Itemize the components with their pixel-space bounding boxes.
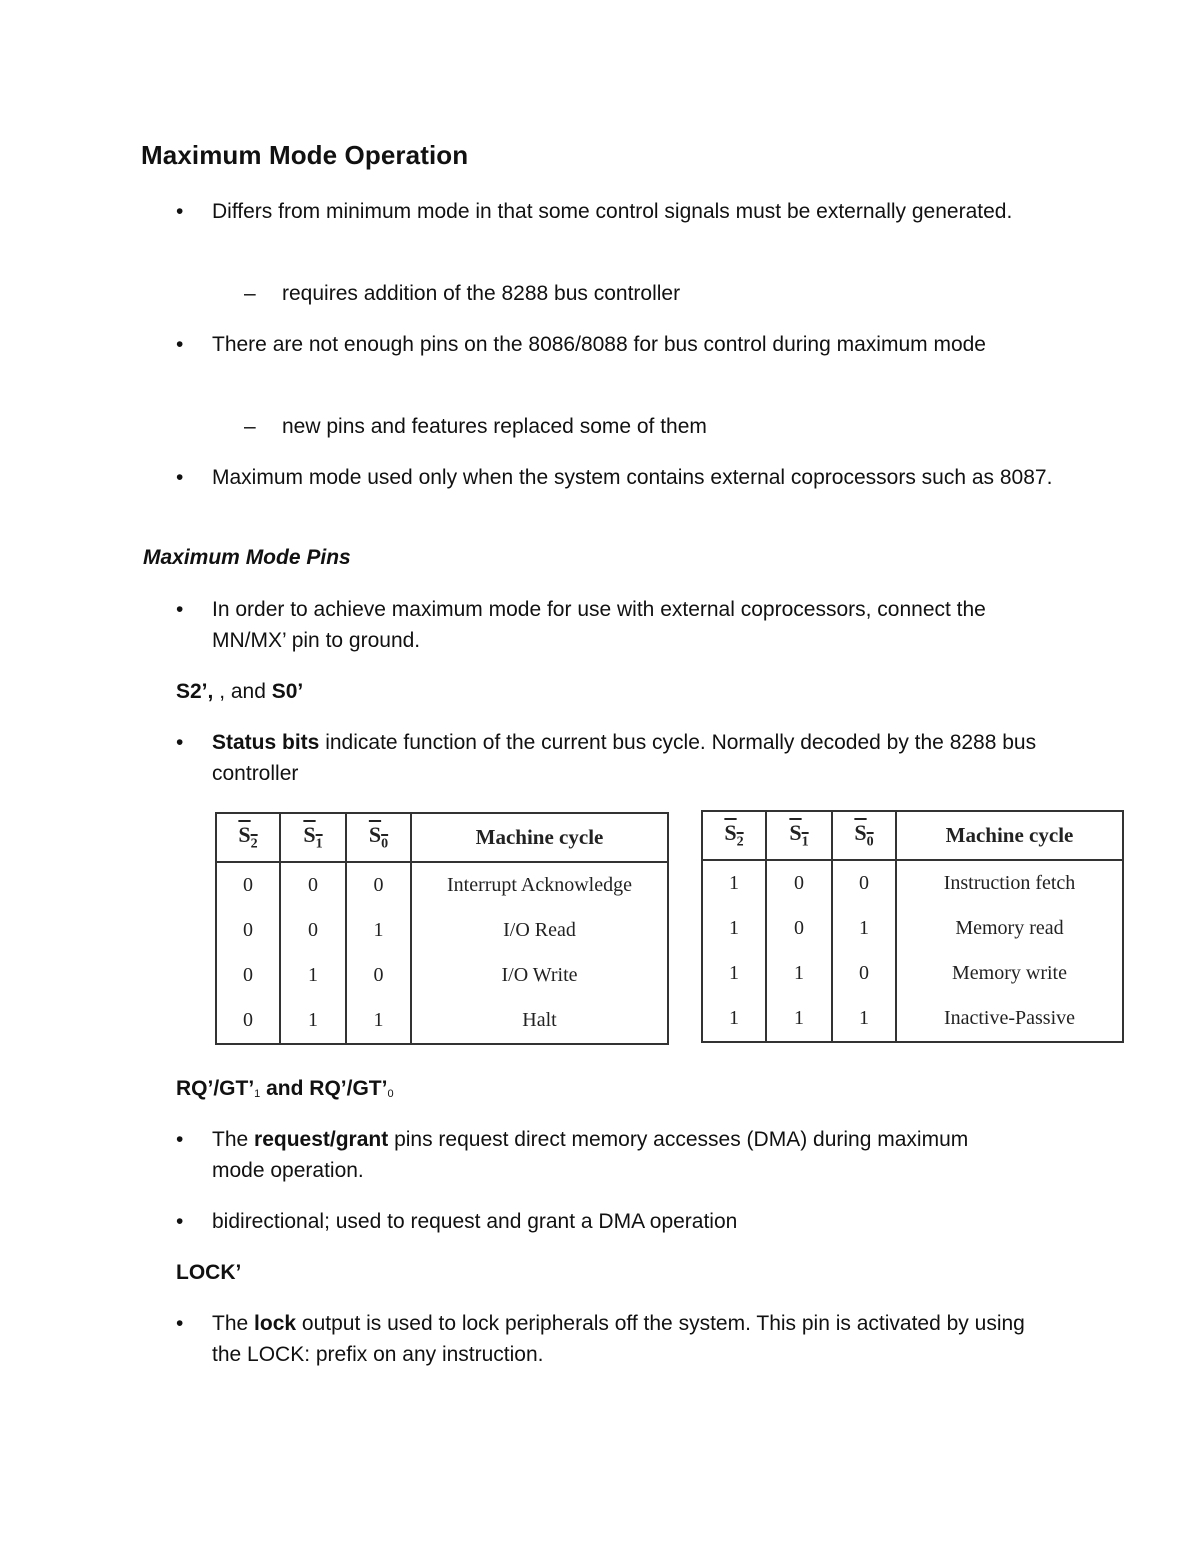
sub-bullet-8288: – requires addition of the 8288 bus controller [282,278,1082,309]
header-s1: $S_1$ [280,813,346,862]
lock-bold: lock [254,1312,297,1335]
cell-cycle: Halt [411,998,668,1044]
table-row [702,996,1123,1042]
bullet-differs: • Differs from minimum mode in that some control signals must be externally generated. [212,196,1092,227]
bullet-mnmx: • In order to achieve maximum mode for use with external coprocessors, connect the MN/MX’ pin to ground. [212,594,1062,656]
cell-s2: 1 [729,1007,739,1029]
heading-rqgt1-sub: 1 [254,1088,261,1100]
bullet-lock [212,1308,1052,1370]
heading-rqgt0: and RQ’/GT’ [260,1077,388,1100]
cell-cycle: Memory write [896,951,1123,996]
cell-s1: 0 [766,906,832,951]
cell-s2: 0 [243,919,253,941]
cell-s1: 0 [766,860,832,906]
cell-s1: 1 [280,998,346,1044]
cell-s2: 1 [729,917,739,939]
table-row [702,906,1123,951]
table-row [216,998,668,1044]
header-machine-cycle: Machine cycle [411,813,668,862]
cell-s1: 0 [280,908,346,953]
cell-s2: 0 [243,1009,253,1031]
cell-s0: 0 [832,860,896,906]
cell-s0: 1 [346,908,411,953]
cell-cycle: Inactive-Passive [896,996,1123,1042]
header-s0: $S_0$ [832,811,896,860]
section-heading-lock [176,1257,241,1288]
heading-sep-2: , and [219,680,272,703]
status-bits-rest: indicate function of the current bus cycle. Normally decoded by the 8288 bus controller [212,731,1037,785]
rg-pre: The [212,1128,255,1151]
rg-rest: pins request direct memory accesses (DMA) during maximum mode operation. [212,1128,969,1182]
cell-s0: 1 [832,906,896,951]
header-s2: $S_2$ [216,813,280,862]
heading-rqgt1: RQ’/GT’ [176,1077,255,1100]
bullet-not-enough-pins: • There are not enough pins on the 8086/8088 for bus control during maximum mode [212,329,1032,360]
rg-bold: request/grant [254,1128,389,1151]
cell-s0: 1 [832,996,896,1042]
heading-rqgt0-sub: 0 [387,1088,394,1100]
bullet-bidirectional: • bidirectional; used to request and grant a DMA operation [212,1206,1092,1237]
bullet-request-grant [212,1124,972,1186]
cell-s1: 1 [280,953,346,998]
cell-s2: 0 [243,874,253,896]
cell-s2: 1 [729,872,739,894]
cell-s0: 0 [832,951,896,996]
lock-pre: The [212,1312,255,1335]
table-row [702,951,1123,996]
header-machine-cycle: Machine cycle [896,811,1123,860]
cell-s0: 1 [346,998,411,1044]
cell-s2: 0 [243,964,253,986]
table-row [702,860,1123,906]
lock-rest: output is used to lock peripherals off the system. This pin is activated by using the LOCK: prefix on any instruction. [212,1312,1025,1366]
status-table-left [215,812,669,1045]
cell-cycle: Instruction fetch [896,860,1123,906]
cell-s0: 0 [346,862,411,908]
table-header-row [702,811,1123,860]
cell-cycle: I/O Write [411,953,668,998]
cell-s1: 0 [280,862,346,908]
table-row [216,862,668,908]
cell-s2: 1 [729,962,739,984]
heading-sep-1: , [207,680,220,703]
header-s2: $S_2$ [702,811,766,860]
section-heading-rqgt [176,1073,394,1110]
cell-cycle: I/O Read [411,908,668,953]
heading-s0: S0’ [271,680,304,703]
status-table-right [701,810,1124,1043]
cell-cycle: Memory read [896,906,1123,951]
cell-s1: 1 [766,951,832,996]
lock-heading-text: LOCK’ [176,1261,242,1284]
table-header-row [216,813,668,862]
status-bits-bold: Status bits [212,731,320,754]
table-row [216,908,668,953]
cell-s1: 1 [766,996,832,1042]
table-row [216,953,668,998]
header-s1: $S_1$ [766,811,832,860]
sub-bullet-new-pins: – new pins and features replaced some of them [282,411,1082,442]
bullet-coprocessors: • Maximum mode used only when the system contains external coprocessors such as 8087. [212,462,1072,493]
heading-s2: S2’ [176,680,208,703]
cell-s0: 0 [346,953,411,998]
section-heading-status-pins [176,676,303,707]
bullet-status-bits [212,727,1052,789]
section-heading-maximum-mode-pins: Maximum Mode Pins [143,546,351,569]
page-title: Maximum Mode Operation [141,140,469,170]
header-s0: $S_0$ [346,813,411,862]
cell-cycle: Interrupt Acknowledge [411,862,668,908]
